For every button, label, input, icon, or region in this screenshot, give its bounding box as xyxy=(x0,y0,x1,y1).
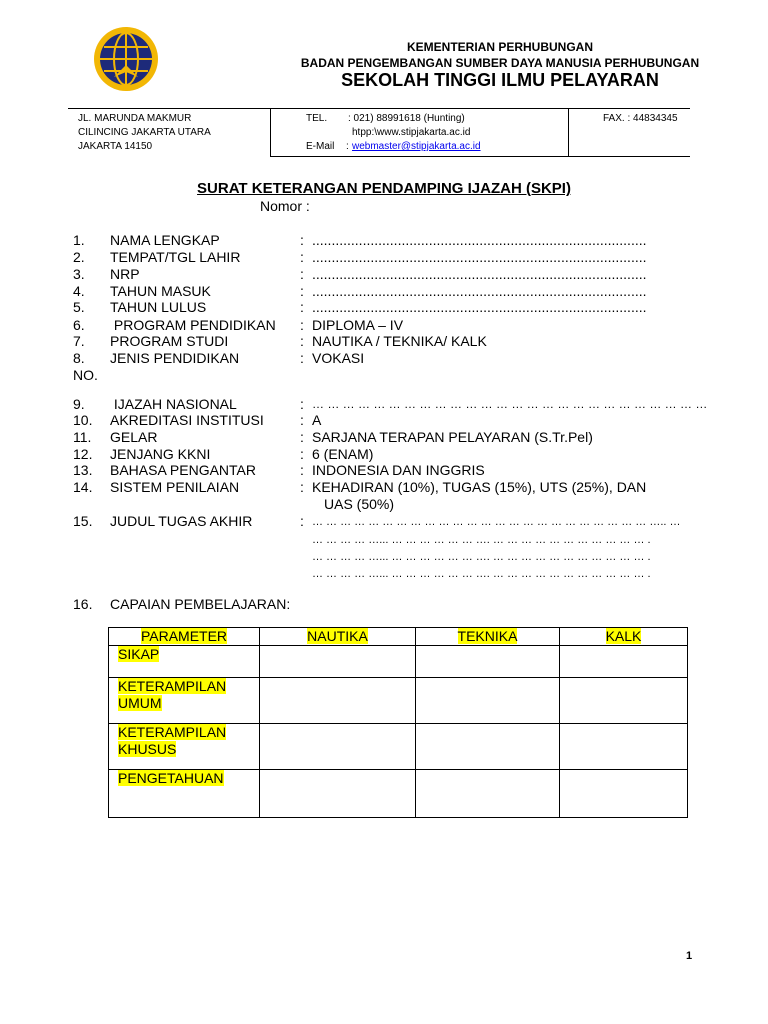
table-row xyxy=(109,724,688,770)
field-number: 10. xyxy=(73,412,93,428)
field-value: 6 (ENAM) xyxy=(312,446,374,462)
field-label: PROGRAM STUDI xyxy=(110,333,229,349)
field-colon: : xyxy=(300,317,304,333)
thesis-line: … … … … …... … … … … … … …. … … … … … … … … … … … . xyxy=(312,568,651,580)
parameter-text: PENGETAHUAN xyxy=(118,770,224,786)
email-link[interactable]: webmaster@stipjakarta.ac.id xyxy=(352,141,481,152)
table-cell[interactable] xyxy=(260,646,416,678)
column-header xyxy=(109,628,260,646)
field-label: JENIS PENDIDIKAN xyxy=(110,350,240,366)
field-colon: : xyxy=(300,232,304,248)
parameter-text: KETERAMPILAN xyxy=(118,678,227,694)
field-number: 15. xyxy=(73,513,93,529)
field-number: 14. xyxy=(73,479,93,495)
field-value: KEHADIRAN (10%), TUGAS (15%), UTS (25%), DAN xyxy=(312,479,647,495)
column-header xyxy=(560,628,688,646)
thesis-line: … … … … …... … … … … … … …. … … … … … … … … … … … . xyxy=(312,551,651,563)
table-cell[interactable] xyxy=(560,678,688,724)
field-label: NRP xyxy=(110,266,140,282)
table-cell[interactable] xyxy=(260,724,416,770)
field-value: DIPLOMA – IV xyxy=(312,317,404,333)
field-colon: : xyxy=(300,429,304,445)
field-number: 13. xyxy=(73,462,93,478)
address-block xyxy=(78,112,211,154)
field-number: 8. xyxy=(73,350,85,366)
column-header-text: TEKNIKA xyxy=(457,628,518,644)
field-colon: : xyxy=(300,266,304,282)
field-value: ...................................................................................... xyxy=(312,232,647,248)
field-value: A xyxy=(312,412,322,428)
table-cell[interactable] xyxy=(560,770,688,818)
table-cell[interactable] xyxy=(260,678,416,724)
parameter-cell xyxy=(109,646,260,678)
nomor-label: Nomor : xyxy=(260,198,310,214)
ministry-logo-globe-icon xyxy=(92,25,160,93)
field-number: 11. xyxy=(73,429,92,445)
table-row xyxy=(109,646,688,678)
table-cell[interactable] xyxy=(560,646,688,678)
header-bottom-rule xyxy=(270,156,690,157)
parameter-text: SIKAP xyxy=(118,646,160,662)
table-cell[interactable] xyxy=(416,646,560,678)
field-number: 9. xyxy=(73,396,85,412)
table-cell[interactable] xyxy=(260,770,416,818)
field-colon: : xyxy=(300,350,304,366)
field-value: … … … … … … … … … … … … … … … … … … … … … … … … … … xyxy=(312,397,708,411)
field-number: 4. xyxy=(73,283,85,299)
parameter-cell xyxy=(109,678,260,724)
field-colon: : xyxy=(300,412,304,428)
field-value: ...................................................................................... xyxy=(312,283,647,299)
header-divider xyxy=(568,108,569,156)
field-colon: : xyxy=(300,249,304,265)
field-number: 12. xyxy=(73,446,93,462)
fax: FAX. : 44834345 xyxy=(603,113,678,124)
tel-value: : 021) 88991618 (Hunting) xyxy=(348,113,465,124)
agency-name: BADAN PENGEMBANGAN SUMBER DAYA MANUSIA PERHUBUNGAN xyxy=(300,56,700,70)
field-value: ...................................................................................... xyxy=(312,299,647,315)
ministry-name: KEMENTERIAN PERHUBUNGAN xyxy=(406,40,593,54)
field-value: VOKASI xyxy=(312,350,365,366)
table-row xyxy=(109,678,688,724)
field-colon: : xyxy=(300,299,304,315)
field-colon: : xyxy=(300,333,304,349)
table-cell[interactable] xyxy=(416,770,560,818)
field-number: 5. xyxy=(73,299,85,315)
header-divider xyxy=(270,108,271,156)
field-value: NAUTIKA / TEKNIKA/ KALK xyxy=(312,333,487,349)
tel-label: TEL. xyxy=(306,113,328,124)
field-number: 7. xyxy=(73,333,85,349)
field-value: SARJANA TERAPAN PELAYARAN (S.Tr.Pel) xyxy=(312,429,593,445)
field-label: PROGRAM PENDIDIKAN xyxy=(110,317,276,333)
field-label: IJAZAH NASIONAL xyxy=(110,396,237,412)
field-label: TAHUN LULUS xyxy=(110,299,207,315)
field-number: 16. xyxy=(73,596,93,612)
email-label: E-Mail xyxy=(306,141,335,152)
field-colon: : xyxy=(300,396,304,412)
table-cell[interactable] xyxy=(416,678,560,724)
email-separator: : xyxy=(346,141,349,152)
table-cell[interactable] xyxy=(416,724,560,770)
field-label: NAMA LENGKAP xyxy=(110,232,220,248)
column-header-text: NAUTIKA xyxy=(307,628,368,644)
field-label: SISTEM PENILAIAN xyxy=(110,479,240,495)
field-value: INDONESIA DAN INGGRIS xyxy=(312,462,485,478)
document-title: SURAT KETERANGAN PENDAMPING IJAZAH (SKPI) xyxy=(197,180,571,197)
table-row xyxy=(109,770,688,818)
field-colon: : xyxy=(300,462,304,478)
school-name: SEKOLAH TINGGI ILMU PELAYARAN xyxy=(341,70,659,90)
field-number: 3. xyxy=(73,266,85,282)
field-label: CAPAIAN PEMBELAJARAN: xyxy=(110,596,291,612)
field-colon: : xyxy=(300,513,304,529)
website: htpp:\www.stipjakarta.ac.id xyxy=(352,127,471,138)
column-header xyxy=(416,628,560,646)
address-line: JAKARTA 14150 xyxy=(78,141,153,152)
learning-outcomes-table xyxy=(108,627,688,818)
field-number: 2. xyxy=(73,249,85,265)
column-header-text: KALK xyxy=(605,628,642,644)
field-value-continued: UAS (50%) xyxy=(324,496,395,512)
header-top-rule xyxy=(68,108,690,109)
parameter-cell xyxy=(109,724,260,770)
thesis-line: … … … … …... … … … … … … …. … … … … … … … … … … … . xyxy=(312,534,651,546)
parameter-cell xyxy=(109,770,260,818)
parameter-text: KHUSUS xyxy=(118,741,177,757)
field-label: AKREDITASI INSTITUSI xyxy=(110,412,264,428)
field-label: BAHASA PENGANTAR xyxy=(110,462,257,478)
column-header-text: PARAMETER xyxy=(140,628,228,644)
parameter-text: UMUM xyxy=(118,695,162,711)
field-label: JUDUL TUGAS AKHIR xyxy=(110,513,253,529)
field-number: 6. xyxy=(73,317,85,333)
field-colon: : xyxy=(300,283,304,299)
field-label: TEMPAT/TGL LAHIR xyxy=(110,249,241,265)
field-value: ...................................................................................... xyxy=(312,249,647,265)
address-line: CILINCING JAKARTA UTARA xyxy=(78,127,211,138)
field-value: ...................................................................................... xyxy=(312,266,647,282)
field-label: JENJANG KKNI xyxy=(110,446,211,462)
column-header xyxy=(260,628,416,646)
field-label: TAHUN MASUK xyxy=(110,283,211,299)
thesis-line: … … … … … … … … … … … … … … … … … … … … … … … … ….. … xyxy=(312,516,681,528)
page-number: 1 xyxy=(686,950,693,962)
field-colon: : xyxy=(300,479,304,495)
field-colon: : xyxy=(300,446,304,462)
no-label: NO. xyxy=(73,367,98,383)
table-header-row xyxy=(109,628,688,646)
table-cell[interactable] xyxy=(560,724,688,770)
parameter-text: KETERAMPILAN xyxy=(118,724,227,740)
address-line: JL. MARUNDA MAKMUR xyxy=(78,113,192,124)
field-label: GELAR xyxy=(110,429,158,445)
field-number: 1. xyxy=(73,232,85,248)
